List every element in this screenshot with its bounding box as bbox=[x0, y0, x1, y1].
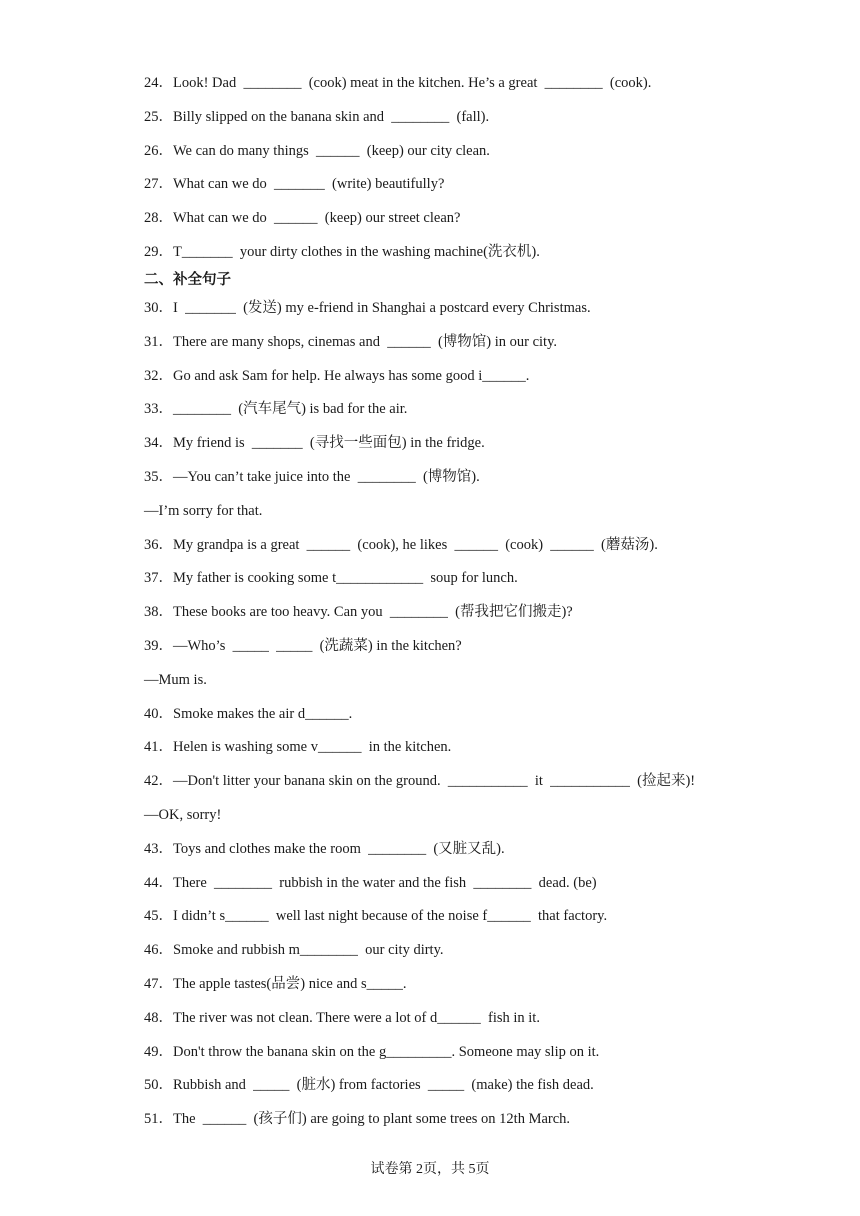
question-36: 36．My grandpa is a great ______ (cook), he likes ______ (cook) ______ (蘑菇汤). bbox=[144, 537, 658, 553]
page-footer: 试卷第 2页，共 5页 bbox=[370, 1162, 490, 1177]
question-47: 47．The apple tastes(品尝) nice and s_____. bbox=[144, 976, 407, 992]
question-43: 43．Toys and clothes make the room ________ (又脏又乱). bbox=[144, 841, 505, 857]
question-28: 28．What can we do ______ (keep) our street clean? bbox=[144, 210, 461, 226]
question-34: 34．My friend is _______ (寻找一些面包) in the fridge. bbox=[144, 435, 485, 451]
answer-42: —OK, sorry! bbox=[144, 807, 222, 823]
question-39: 39．—Who’s _____ _____ (洗蔬菜) in the kitchen? bbox=[144, 638, 462, 654]
question-49: 49．Don't throw the banana skin on the g_________. Someone may slip on it. bbox=[144, 1044, 600, 1060]
question-42: 42．—Don't litter your banana skin on the ground. ___________ it ___________ (捡起来)! bbox=[144, 773, 696, 789]
question-46: 46．Smoke and rubbish m________ our city dirty. bbox=[144, 942, 444, 958]
question-45: 45．I didn’t s______ well last night because of the noise f______ that factory. bbox=[144, 908, 608, 924]
question-48: 48．The river was not clean. There were a lot of d______ fish in it. bbox=[144, 1010, 540, 1026]
question-38: 38．These books are too heavy. Can you ________ (帮我把它们搬走)? bbox=[144, 604, 573, 620]
question-41: 41．Helen is washing some v______ in the kitchen. bbox=[144, 739, 452, 755]
answer-39: —Mum is. bbox=[144, 672, 207, 688]
question-44: 44．There ________ rubbish in the water and the fish ________ dead. (be) bbox=[144, 875, 597, 891]
question-50: 50．Rubbish and _____ (脏水) from factories _____ (make) the fish dead. bbox=[144, 1077, 594, 1093]
question-35: 35．—You can’t take juice into the ________ (博物馆). bbox=[144, 469, 480, 485]
section-heading: 二、补全句子 bbox=[144, 272, 231, 288]
question-51: 51．The ______ (孩子们) are going to plant some trees on 12th March. bbox=[144, 1111, 571, 1127]
question-27: 27．What can we do _______ (write) beautifully? bbox=[144, 176, 445, 192]
question-32: 32．Go and ask Sam for help. He always has some good i______. bbox=[144, 368, 530, 384]
question-26: 26．We can do many things ______ (keep) our city clean. bbox=[144, 143, 490, 159]
answer-35: —I’m sorry for that. bbox=[144, 503, 263, 519]
question-37: 37．My father is cooking some t____________ soup for lunch. bbox=[144, 570, 518, 586]
question-30: 30．I _______ (发送) my e-friend in Shanghai a postcard every Christmas. bbox=[144, 300, 591, 316]
question-25: 25．Billy slipped on the banana skin and ________ (fall). bbox=[144, 109, 490, 125]
question-29: 29．T_______ your dirty clothes in the washing machine(洗衣机). bbox=[144, 244, 540, 260]
question-40: 40．Smoke makes the air d______. bbox=[144, 706, 353, 722]
question-33: 33．________ (汽车尾气) is bad for the air. bbox=[144, 401, 408, 417]
question-31: 31．There are many shops, cinemas and ______ (博物馆) in our city. bbox=[144, 334, 558, 350]
question-24: 24．Look! Dad ________ (cook) meat in the kitchen. He’s a great ________ (cook). bbox=[144, 75, 652, 91]
